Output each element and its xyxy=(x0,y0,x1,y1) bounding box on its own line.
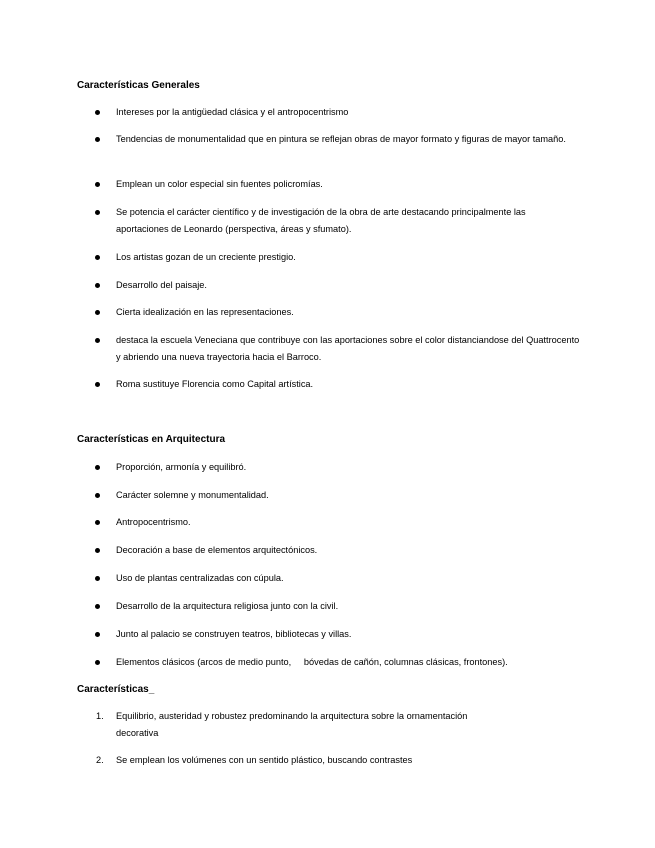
bullet-icon xyxy=(95,255,100,260)
list-item-text: Desarrollo del paisaje. xyxy=(116,280,207,290)
bullet-icon xyxy=(95,182,100,187)
heading-caracteristicas: Características_ xyxy=(77,684,155,695)
bullet-icon xyxy=(95,137,100,142)
bullet-icon xyxy=(95,382,100,387)
bullet-icon xyxy=(95,493,100,498)
list-item-text: Decoración a base de elementos arquitectónicos. xyxy=(116,545,318,555)
list-item-text: Antropocentrismo. xyxy=(116,517,191,527)
bullet-icon xyxy=(95,283,100,288)
list-item-text: Desarrollo de la arquitectura religiosa junto con la civil. xyxy=(116,601,339,611)
bullet-icon xyxy=(95,548,100,553)
list-item-text: Se potencia el carácter científico y de investigación de la obra de arte destacando principalmente las aportaciones de Leonardo (perspectiva, áreas y sfumato). xyxy=(116,207,526,234)
list-item-text: Uso de plantas centralizadas con cúpula. xyxy=(116,573,284,583)
list-item-text: destaca la escuela Veneciana que contribuye con las aportaciones sobre el color distanciandose del Quattrocento y abriendo una nueva trayectoria hacia el Barroco. xyxy=(116,335,580,362)
list-item-text: Tendencias de monumentalidad que en pintura se reflejan obras de mayor formato y figuras de mayor tamaño. xyxy=(116,134,566,144)
list-item-text: Proporción, armonía y equilibró. xyxy=(116,462,247,472)
list-item-text: Equilibrio, austeridad y robustez predominando la arquitectura sobre la ornamentación decorativa xyxy=(116,711,468,738)
bullet-icon xyxy=(95,660,100,665)
bullet-icon xyxy=(95,210,100,215)
list-item-text: Emplean un color especial sin fuentes policromías. xyxy=(116,179,323,189)
list-item-number: 1. xyxy=(96,711,104,721)
heading-caracteristicas-arquitectura: Características en Arquitectura xyxy=(77,434,226,445)
list-item-text: Roma sustituye Florencia como Capital artística. xyxy=(116,379,314,389)
list-item-number: 2. xyxy=(96,755,104,765)
list-item-text: Intereses por la antigüedad clásica y el antropocentrismo xyxy=(116,107,349,117)
list-item-text: Los artistas gozan de un creciente prestigio. xyxy=(116,252,296,262)
bullet-icon xyxy=(95,604,100,609)
list-item-text: Elementos clásicos (arcos de medio punto, bóvedas de cañón, columnas clásicas, frontones). xyxy=(116,657,508,667)
bullet-icon xyxy=(95,310,100,315)
bullet-icon xyxy=(95,465,100,470)
list-item-text: Junto al palacio se construyen teatros, bibliotecas y villas. xyxy=(116,629,352,639)
bullet-icon xyxy=(95,576,100,581)
bullet-icon xyxy=(95,338,100,343)
bullet-icon xyxy=(95,110,100,115)
bullet-icon xyxy=(95,632,100,637)
list-item-text: Carácter solemne y monumentalidad. xyxy=(116,490,269,500)
list-item-text: Cierta idealización en las representaciones. xyxy=(116,307,294,317)
list-item-text: Se emplean los volúmenes con un sentido plástico, buscando contrastes xyxy=(116,755,413,765)
bullet-icon xyxy=(95,520,100,525)
heading-caracteristicas-generales: Características Generales xyxy=(77,80,200,91)
